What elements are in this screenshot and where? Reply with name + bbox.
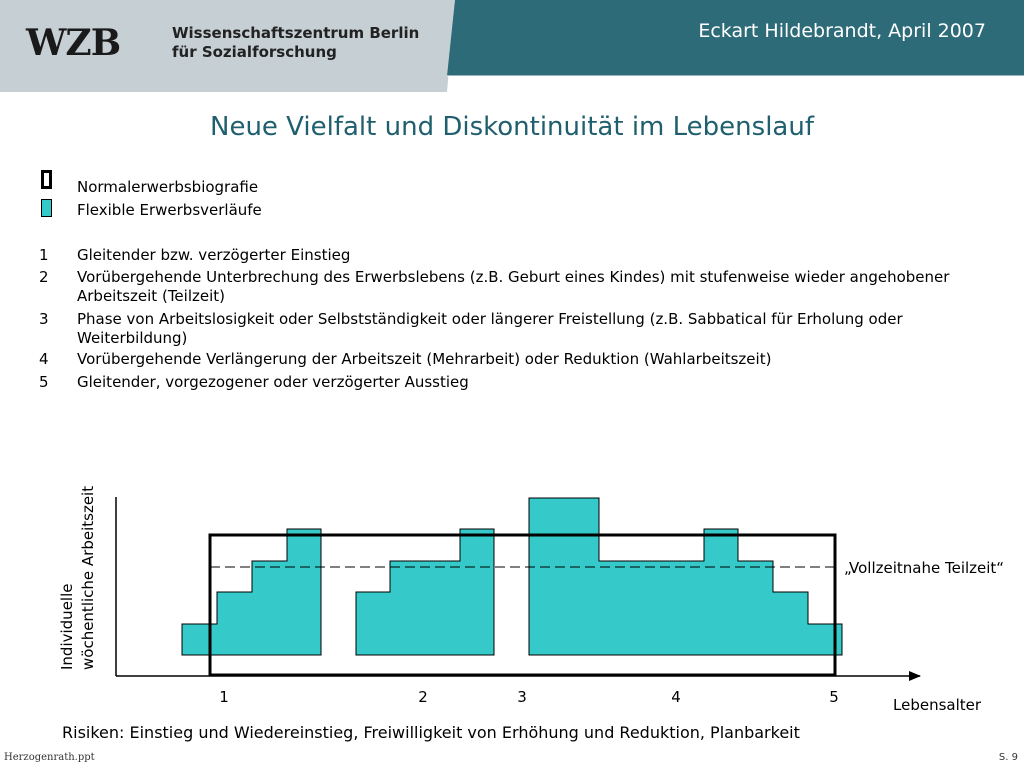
org-name-line1: Wissenschaftszentrum Berlin [172,24,420,42]
flexible-course-segment-1 [182,529,321,655]
risks-text: Risiken: Einstieg und Wiedereinstieg, Freiwilligkeit von Erhöhung und Reduktion, Planbarkeit [62,723,800,742]
slide-title: Neue Vielfalt und Diskontinuität im Lebenslauf [210,112,814,142]
list-item-text: Gleitender, vorgezogener oder verzögerter Ausstieg [77,373,469,391]
flexible-course-segment-3 [529,498,842,655]
legend-label-flexible: Flexible Erwerbsverläufe [77,201,262,219]
flexible-course-segment-2 [356,529,494,655]
list-item-text: Phase von Arbeitslosigkeit oder Selbstständigkeit oder längerer Freistellung (z.B. Sabbatical für Erholung oder Weiterbildung) [77,310,903,347]
list-number: 5 [39,373,49,391]
author-date: Eckart Hildebrandt, April 2007 [698,20,986,42]
list-number: 2 [39,268,49,286]
x-axis-label: Lebensalter [893,696,982,714]
y-axis-label-line1: Individuelle [58,583,76,670]
outline-rect-icon [41,170,52,189]
phase-marker-1: 1 [219,688,229,706]
footer-filename: Herzogenrath.ppt [4,752,95,763]
legend-label-normal: Normalerwerbsbiografie [77,178,259,196]
wzb-logo: WZB [26,22,121,64]
phase-marker-5: 5 [829,688,839,706]
list-number: 3 [39,310,49,328]
list-number: 4 [39,350,49,368]
phase-marker-2: 2 [418,688,428,706]
org-name-line2: für Sozialforschung [172,43,337,61]
list-item-text: Vorübergehende Verlängerung der Arbeitszeit (Mehrarbeit) oder Reduktion (Wahlarbeitszeit) [77,350,772,368]
list-item-text: Gleitender bzw. verzögerter Einstieg [77,246,351,264]
normal-biography-rect [210,535,835,675]
list-number: 1 [39,246,49,264]
phase-marker-3: 3 [517,688,527,706]
phase-marker-4: 4 [671,688,681,706]
footer-page-number: S. 9 [998,752,1018,763]
y-axis-label-line2: wöchentliche Arbeitszeit [79,485,97,670]
filled-rect-icon [41,199,52,217]
list-item-text: Vorübergehende Unterbrechung des Erwerbslebens (z.B. Geburt eines Kindes) mit stufenweise wieder angehobener Arbeitszeit (Teilzeit) [77,268,950,305]
dashed-line-label: „Vollzeitnahe Teilzeit“ [844,559,1005,577]
header-band [0,0,1024,92]
